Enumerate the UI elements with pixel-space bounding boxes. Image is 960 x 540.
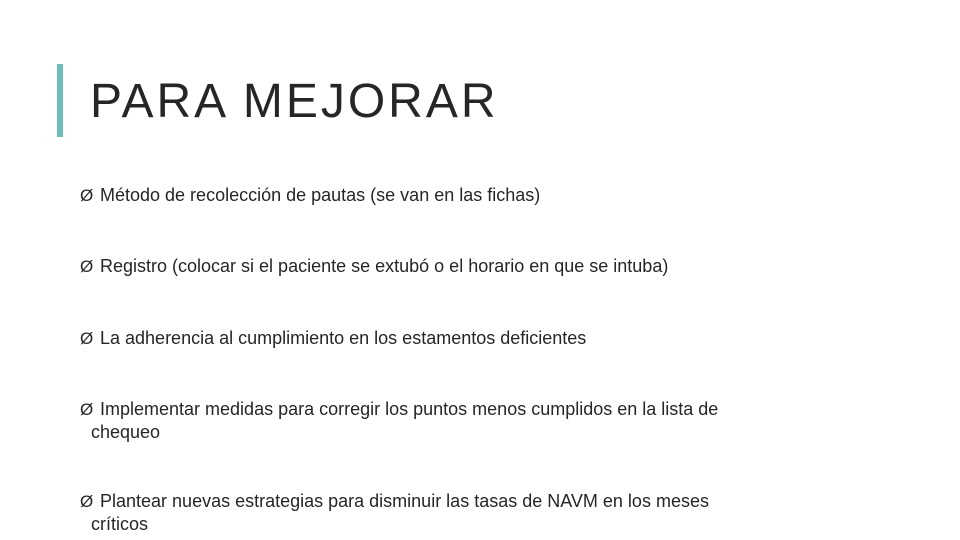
slide-title: PARA MEJORAR	[90, 75, 499, 128]
bullet-text: Registro (colocar si el paciente se extubó o el horario en que se intuba)	[100, 256, 669, 276]
bullet-text-continuation: críticos	[91, 514, 149, 534]
bullet-item	[80, 398, 810, 443]
arrow-bullet-icon: Ø	[80, 329, 94, 348]
bullet-text: Implementar medidas para corregir los puntos menos cumplidos en la lista de	[100, 399, 719, 419]
bullet-item	[80, 327, 810, 350]
bullet-text-continuation: chequeo	[91, 422, 161, 442]
bullet-item	[80, 184, 810, 207]
title-accent-bar	[57, 64, 63, 137]
bullet-text: Método de recolección de pautas (se van en las fichas)	[100, 185, 541, 205]
arrow-bullet-icon: Ø	[80, 257, 94, 276]
bullet-text: Plantear nuevas estrategias para disminuir las tasas de NAVM en los meses	[100, 491, 709, 511]
bullet-text: La adherencia al cumplimiento en los estamentos deficientes	[100, 328, 587, 348]
bullet-item	[80, 490, 810, 535]
arrow-bullet-icon: Ø	[80, 186, 94, 205]
arrow-bullet-icon: Ø	[80, 492, 94, 511]
bullet-item	[80, 255, 810, 278]
arrow-bullet-icon: Ø	[80, 400, 94, 419]
